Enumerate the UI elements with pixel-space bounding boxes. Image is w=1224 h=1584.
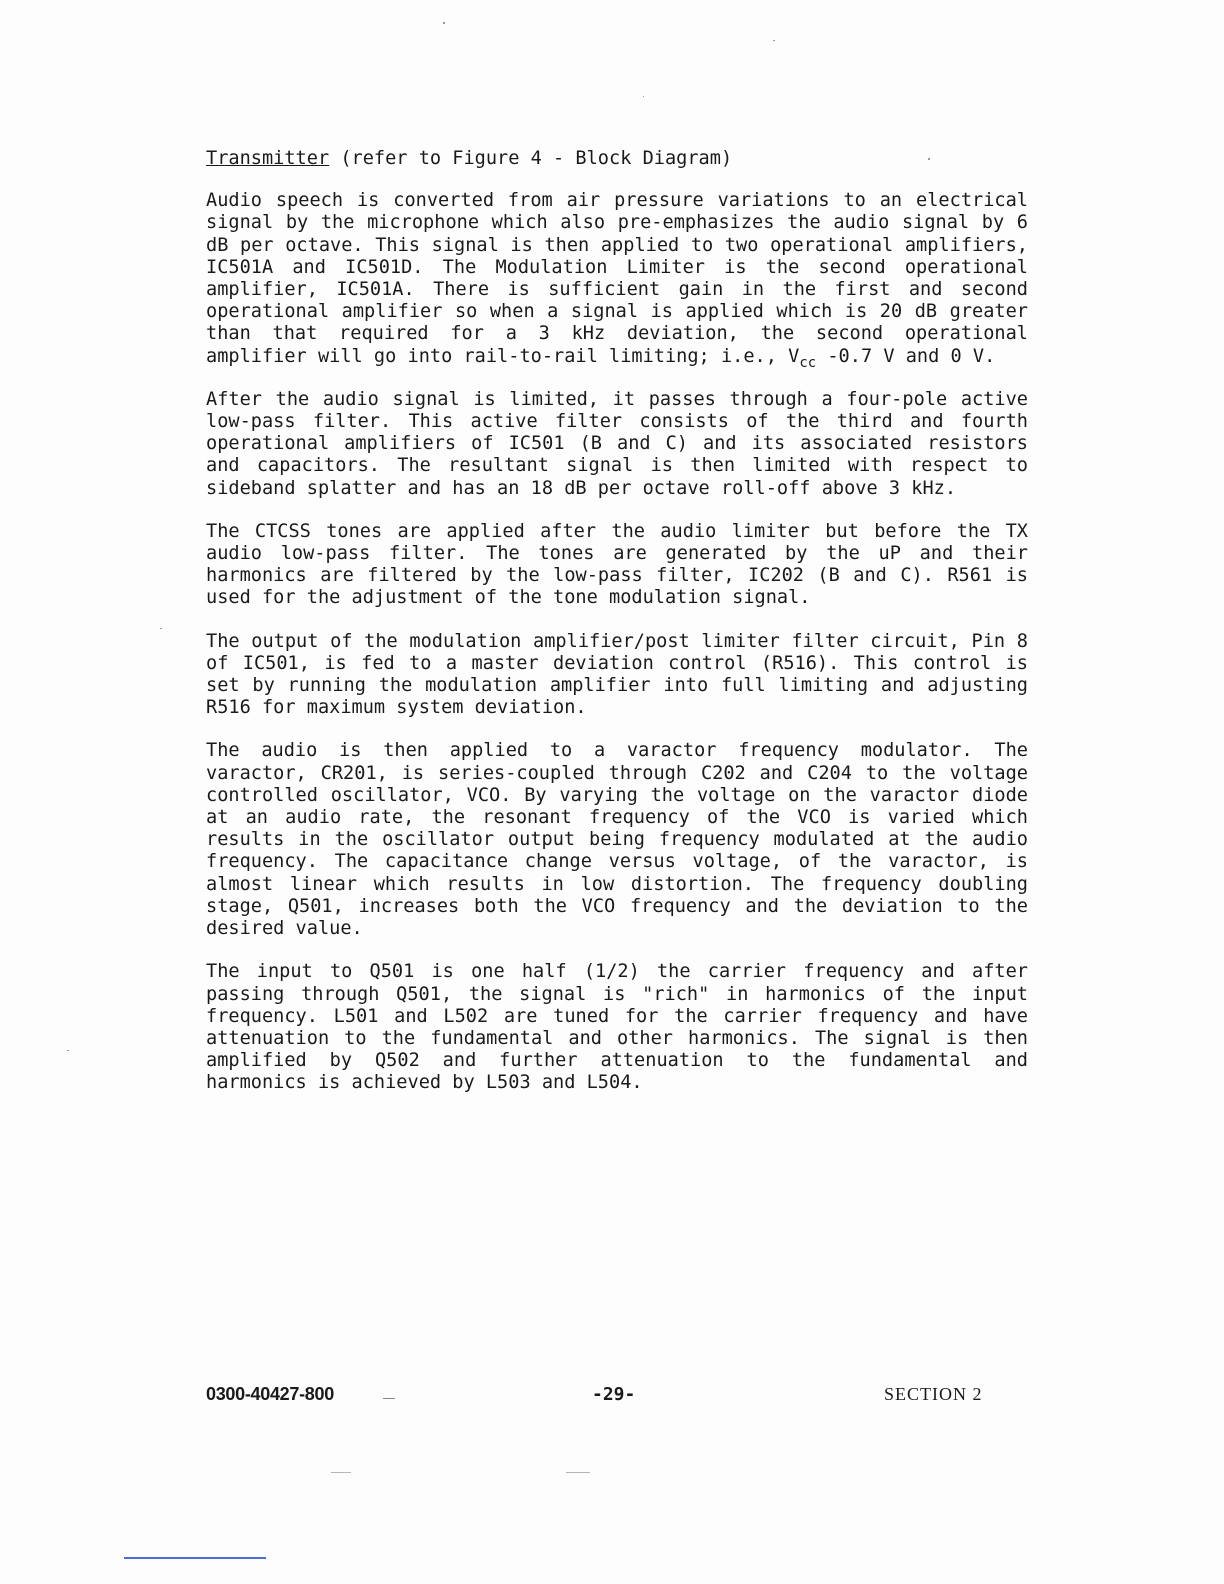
- paragraph-audio-speech: [206, 190, 1028, 371]
- paragraph-text: -0.7 V and 0 V.: [816, 345, 996, 367]
- scan-mark: [331, 1472, 351, 1473]
- scan-edge-line: [124, 1557, 266, 1559]
- body-text: [206, 148, 1028, 1116]
- paragraph-master-deviation: The output of the modulation amplifier/post limiter filter circuit, Pin 8 of IC501, is fed to a master deviation control (R516). This control is set by running the modulation amplifier into full limiting and adjusting R516 for maximum system deviation.: [206, 630, 1028, 719]
- scan-speck: [643, 96, 644, 97]
- paragraph-text: Audio speech is converted from air pressure variations to an electrical signal by the microphone which also pre-emphasizes the audio signal by 6 dB per octave. This signal is then applied to two operational amplifiers, IC501A and IC501D. The Modulation Limiter is the second operational amplifier, IC501A. There is sufficient gain in the first and second operational amplifier so when a signal is applied which is 20 dB greater than that required for a 3 kHz deviation, the second operational amplifier will go into rail-to-rail limiting; i.e., V: [206, 190, 1028, 367]
- paragraph-varactor-modulator: The audio is then applied to a varactor frequency modulator. The varactor, CR201, is series-coupled through C202 and C204 to the voltage controlled oscillator, VCO. By varying the voltage on the varactor diode at an audio rate, the resonant frequency of the VCO is varied which results in the oscillator output being frequency modulated at the audio frequency. The capacitance change versus voltage, of the varactor, is almost linear which results in low distortion. The frequency doubling stage, Q501, increases both the VCO frequency and the deviation to the desired value.: [206, 740, 1028, 940]
- page-footer: [0, 1384, 1224, 1412]
- scan-speck: [160, 628, 162, 629]
- paragraph-low-pass-filter: After the audio signal is limited, it passes through a four-pole active low-pass filter. This active filter consists of the third and fourth operational amplifiers of IC501 (B and C) and its associated resistors and capacitors. The resultant signal is then limited with respect to sideband splatter and has an 18 dB per octave roll-off above 3 kHz.: [206, 388, 1028, 499]
- vcc-subscript: cc: [799, 354, 817, 371]
- section-heading: [206, 148, 1028, 170]
- scan-mark: [566, 1472, 590, 1473]
- scan-speck: [67, 1050, 69, 1051]
- scan-speck: [443, 22, 445, 24]
- paragraph-harmonics: The input to Q501 is one half (1/2) the carrier frequency and after passing through Q501, the signal is "rich" in harmonics of the input frequency. L501 and L502 are tuned for the carrier frequency and have attenuation to the fundamental and other harmonics. The signal is then amplified by Q502 and further attenuation to the fundamental and harmonics is achieved by L503 and L504.: [206, 961, 1028, 1094]
- footer-dash: [383, 1398, 395, 1399]
- page-number: -29-: [592, 1384, 636, 1405]
- heading-reference: (refer to Figure 4 - Block Diagram): [329, 148, 733, 169]
- heading-title: Transmitter: [206, 148, 330, 169]
- section-label: SECTION 2: [884, 1384, 983, 1404]
- scan-speck: [773, 40, 775, 41]
- document-number: 0300-40427-800: [206, 1384, 334, 1404]
- paragraph-ctcss-tones: The CTCSS tones are applied after the audio limiter but before the TX audio low-pass filter. The tones are generated by the uP and their harmonics are filtered by the low-pass filter, IC202 (B and C). R561 is used for the adjustment of the tone modulation signal.: [206, 520, 1028, 609]
